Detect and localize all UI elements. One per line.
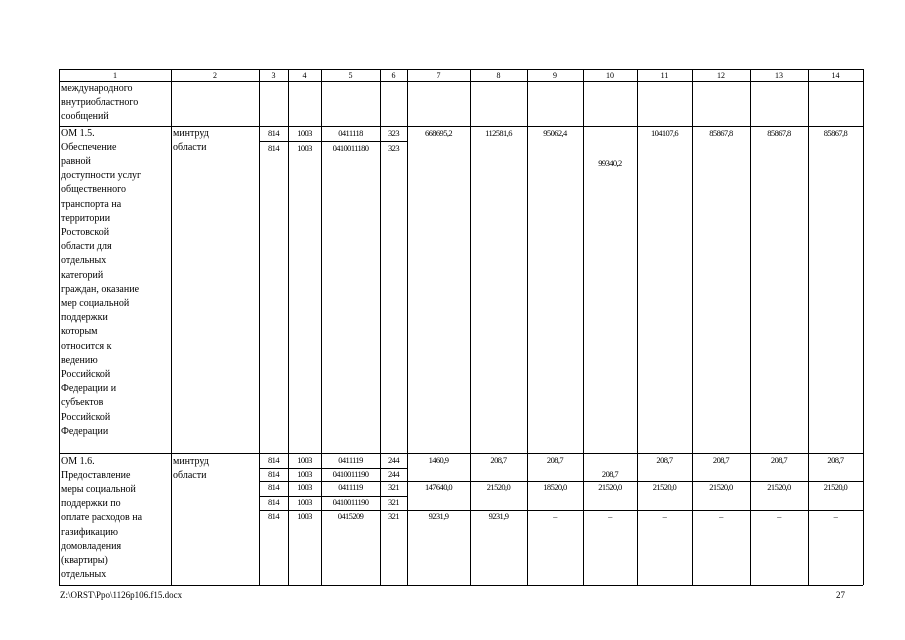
table-cell-value: 208,7 bbox=[656, 455, 673, 465]
table-cell-value: 18520,0 bbox=[543, 482, 567, 492]
table-cell-value: 0410011190 bbox=[332, 497, 369, 507]
column-header: 5 bbox=[348, 71, 353, 80]
table-cell-value: 1003 bbox=[297, 143, 312, 153]
table-cell-value: 1003 bbox=[297, 482, 312, 492]
table-cell-value: 208,7 bbox=[490, 455, 507, 465]
table-cell-value: 208,7 bbox=[712, 455, 730, 465]
table-cell-value: 244 bbox=[388, 469, 399, 479]
cell-text-line: субъектов bbox=[61, 397, 104, 409]
column-rule bbox=[470, 69, 471, 585]
table-cell-value: 208,7 bbox=[770, 455, 788, 465]
cell-text-line: сообщений bbox=[61, 111, 109, 123]
table-cell-value: 95062,4 bbox=[543, 128, 567, 138]
table-cell-value: 0415209 bbox=[337, 511, 364, 521]
column-rule bbox=[637, 69, 638, 585]
header-bottom-border bbox=[59, 81, 863, 82]
footer-file-path: Z:\ORST\Ppo\1126p106.f15.docx bbox=[60, 590, 183, 600]
cell-text-line: Предоставление bbox=[61, 469, 131, 481]
cell-text-line: ОМ 1.6. bbox=[61, 455, 95, 467]
table-cell-value: – bbox=[833, 511, 838, 521]
column-rule bbox=[59, 69, 60, 585]
column-header: 12 bbox=[717, 71, 725, 80]
table-cell-value: 99340,2 bbox=[598, 158, 622, 168]
column-rule bbox=[863, 69, 864, 585]
column-rule bbox=[527, 69, 528, 585]
cell-text-line: минтруд bbox=[173, 455, 209, 467]
table-cell-value: – bbox=[608, 511, 612, 521]
cell-text-line: доступности услуг bbox=[61, 170, 142, 182]
table-cell-value: 814 bbox=[268, 482, 279, 492]
cell-text-line: транспорта на bbox=[61, 198, 122, 210]
table-cell-value: 21520,0 bbox=[767, 482, 791, 492]
table-cell-value: 323 bbox=[388, 128, 399, 138]
page-number: 27 bbox=[836, 590, 845, 600]
cell-text-line: Федерации и bbox=[61, 383, 117, 395]
cell-text-line: мер социальной bbox=[61, 297, 130, 309]
cell-text-line: международного bbox=[61, 83, 133, 94]
table-cell-value: 9231,9 bbox=[488, 511, 509, 521]
table-cell-value: 1003 bbox=[297, 455, 312, 465]
cell-text-line: которым bbox=[61, 326, 98, 338]
table-cell-value: 1003 bbox=[297, 128, 312, 138]
column-header: 8 bbox=[496, 71, 501, 80]
table-cell-value: 21520,0 bbox=[652, 482, 677, 492]
cell-text-line: Российской bbox=[61, 368, 111, 380]
table-cell-value: – bbox=[553, 511, 557, 521]
cell-text-line: области bbox=[173, 469, 207, 481]
table-cell-value: – bbox=[662, 511, 667, 521]
cell-text-line: Ростовской bbox=[61, 226, 110, 238]
column-rule bbox=[808, 69, 809, 585]
column-header: 1 bbox=[113, 71, 117, 80]
column-header: 3 bbox=[271, 71, 276, 80]
cell-text-line: Обеспечение bbox=[61, 141, 117, 153]
table-cell-value: 321 bbox=[388, 511, 399, 521]
table-cell-value: 1003 bbox=[297, 511, 312, 521]
table-cell-value: 0411118 bbox=[338, 128, 363, 138]
table-cell-value: 244 bbox=[388, 455, 399, 465]
column-header: 10 bbox=[606, 71, 614, 80]
table-cell-value: 814 bbox=[268, 143, 279, 153]
column-rule bbox=[583, 69, 584, 585]
cell-text-line: области для bbox=[61, 241, 112, 253]
column-rule bbox=[171, 69, 172, 585]
table-cell-value: 0411119 bbox=[338, 455, 363, 465]
column-header: 9 bbox=[553, 71, 557, 80]
cell-text-line: меры социальной bbox=[61, 483, 136, 495]
cell-text-line: газификацию bbox=[61, 526, 118, 538]
column-header: 7 bbox=[436, 71, 441, 80]
cell-text-line: оплате расходов на bbox=[61, 512, 143, 524]
table-top-border bbox=[59, 69, 863, 70]
table-cell-value: 321 bbox=[388, 497, 399, 507]
cell-text-line: отдельных bbox=[61, 569, 107, 581]
table-cell-value: 21520,0 bbox=[598, 482, 622, 492]
column-header: 14 bbox=[831, 71, 840, 80]
cell-text-line: ведению bbox=[61, 354, 98, 366]
cell-text-line: категорий bbox=[61, 269, 104, 281]
table-cell-value: 0410011180 bbox=[332, 143, 369, 153]
column-header: 2 bbox=[213, 71, 217, 80]
cell-text-line: (квартиры) bbox=[61, 554, 108, 566]
table-cell-value: 814 bbox=[268, 497, 279, 507]
cell-text-line: Российской bbox=[61, 411, 111, 423]
column-header: 11 bbox=[660, 71, 669, 80]
table-cell-value: 104107,6 bbox=[650, 128, 679, 138]
table-cell-value: 208,7 bbox=[546, 455, 564, 465]
table-cell-value: 208,7 bbox=[601, 469, 619, 479]
table-cell-value: 147640,0 bbox=[424, 482, 453, 492]
table-cell-value: 814 bbox=[268, 455, 279, 465]
table-cell-value: 814 bbox=[268, 128, 279, 138]
table-cell-value: 814 bbox=[268, 511, 279, 521]
table-cell-value: 1003 bbox=[297, 497, 312, 507]
cell-text-line: поддержки по bbox=[61, 498, 121, 510]
cell-text-line: граждан, оказание bbox=[61, 283, 140, 295]
cell-text-line: ОМ 1.5. bbox=[61, 127, 95, 139]
table-cell-value: 208,7 bbox=[827, 455, 844, 465]
cell-text-line: отдельных bbox=[61, 255, 107, 267]
table-cell-value: 321 bbox=[388, 482, 399, 492]
column-header: 13 bbox=[775, 71, 783, 80]
column-header: 6 bbox=[391, 71, 396, 80]
cell-text-line: поддержки bbox=[61, 312, 108, 324]
table-cell-value: 668695,2 bbox=[424, 128, 453, 138]
cell-text-line: равной bbox=[61, 155, 91, 167]
cell-text-line: общественного bbox=[61, 184, 126, 196]
table-cell-value: 112581,6 bbox=[485, 128, 512, 138]
table-cell-value: 21520,0 bbox=[709, 482, 733, 492]
sub-row-rule bbox=[259, 141, 407, 142]
table-bottom-border bbox=[59, 585, 863, 586]
cell-text-line: домовладения bbox=[61, 540, 122, 552]
table-cell-value: 21520,0 bbox=[486, 482, 511, 492]
column-rule bbox=[407, 69, 408, 585]
table-cell-value: 323 bbox=[388, 143, 399, 153]
table-cell-value: 21520,0 bbox=[823, 482, 848, 492]
cell-text-line: территории bbox=[61, 212, 111, 224]
table-cell-value: 0410011190 bbox=[332, 469, 369, 479]
table-cell-value: 0411119 bbox=[338, 482, 363, 492]
column-header: 4 bbox=[302, 71, 307, 80]
table-cell-value: 85867,8 bbox=[767, 128, 791, 138]
table-cell-value: 1460,9 bbox=[428, 455, 449, 465]
cell-text-line: минтруд bbox=[173, 127, 209, 139]
table-cell-value: 814 bbox=[268, 469, 279, 479]
column-rule bbox=[750, 69, 751, 585]
table-cell-value: 85867,8 bbox=[823, 128, 848, 138]
table-cell-value: 1003 bbox=[297, 469, 312, 479]
table-cell-value: – bbox=[719, 511, 723, 521]
cell-text-line: относится к bbox=[61, 340, 112, 352]
cell-text-line: Федерации bbox=[61, 425, 109, 437]
table-cell-value: 85867,8 bbox=[709, 128, 733, 138]
table-cell-value: – bbox=[777, 511, 781, 521]
table-cell-value: 9231,9 bbox=[428, 511, 449, 521]
column-rule bbox=[692, 69, 693, 585]
cell-text-line: внутриобластного bbox=[61, 97, 139, 109]
cell-text-line: области bbox=[173, 141, 207, 153]
